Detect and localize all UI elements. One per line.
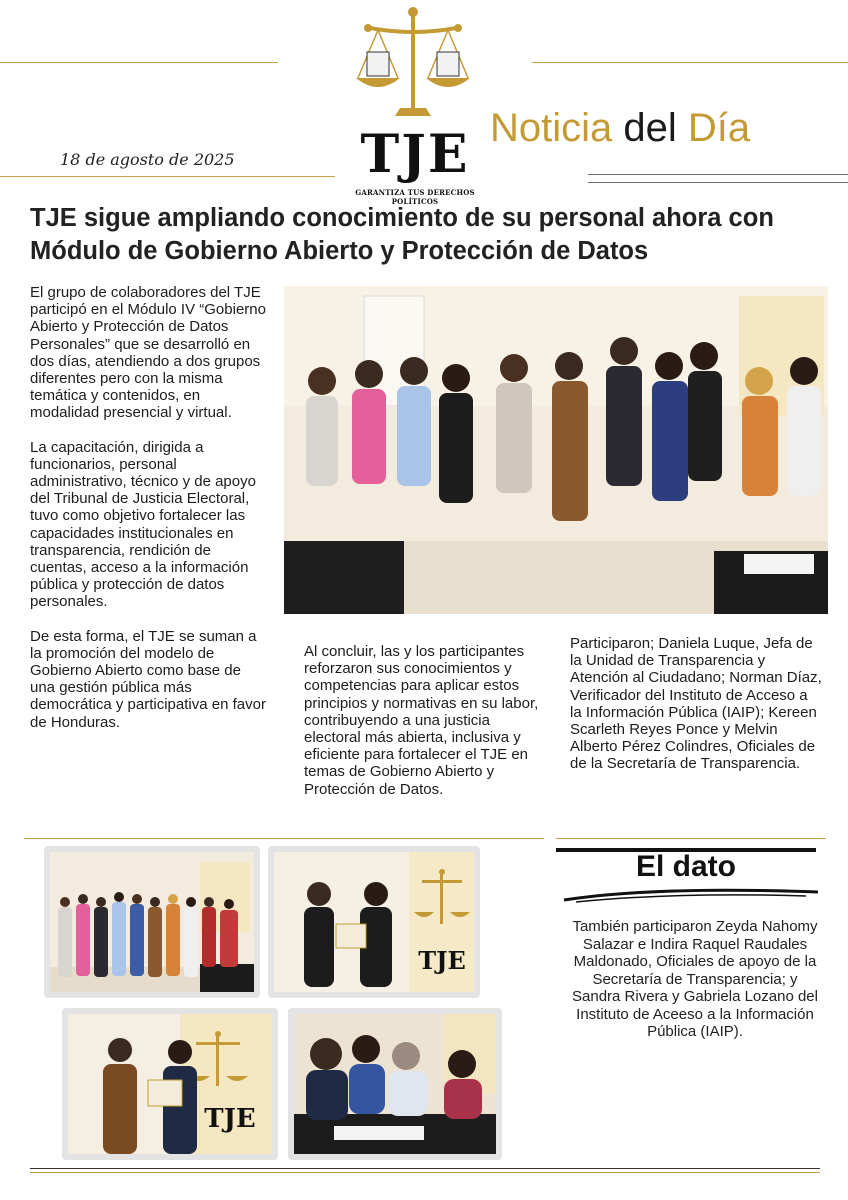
gallery-logo-text-1: TJE: [418, 946, 466, 975]
section-title-word-3: Día: [687, 106, 751, 150]
article-column-1: [30, 284, 270, 731]
paragraph-3: De esta forma, el TJE se suman a la promoción del modelo de Gobierno Abierto como base de una gestión pública más democrática y participativa en favor de Honduras.: [30, 627, 266, 731]
scales-of-justice-icon: [340, 6, 490, 126]
gallery-photo-certificate-1: [274, 852, 474, 992]
date-rule-right: [588, 174, 848, 175]
publication-date: 18 de agosto de 2025: [60, 150, 235, 169]
dato-title: El dato: [635, 850, 736, 883]
gallery-photo-workshop: [294, 1014, 496, 1154]
paragraph-2: La capacitación, dirigida a funcionarios, personal administrativo, técnico y de apoyo del Tribunal de Justicia Electoral, tuvo como objetivo fortalecer las capacidades institucionales en transparencia, rendición de cuentas, acceso a la información pública y protección de datos personales.: [30, 438, 256, 611]
top-rule-right: [532, 62, 848, 63]
gallery-logo-text-2: TJE: [204, 1104, 256, 1134]
bottom-rule-top: [30, 1168, 820, 1169]
section-title-word-1: Noticia: [490, 106, 613, 150]
gallery-photo-certificate-2: [68, 1014, 272, 1154]
dato-underline-swoosh: [556, 880, 826, 904]
paragraph-1: El grupo de colaboradores del TJE participó en el Módulo IV “Gobierno Abierto y Protección de Datos Personales” que se desarrolló en dos días, atendiendo a dos grupos diferentes pero con la misma temática y contenidos, en modalidad presencial y virtual.: [30, 284, 266, 422]
article-column-3: Participaron; Daniela Luque, Jefa de la Unidad de Transparencia y Atención al Ciudadano; Norman Díaz, Verificador del Instituto de Acceso a la Información Pública (IAIP); Kereen Scarleth Reyes Ponce y Melvin Alberto Pérez Colindres, Oficiales de de la Secretaría de Transparencia.: [570, 635, 822, 773]
date-rule-left: [0, 176, 335, 177]
tje-logo: [340, 6, 490, 206]
logo-wordmark: TJE: [360, 124, 470, 185]
gallery-rule-right: [556, 838, 826, 839]
main-group-photo: [284, 286, 828, 614]
article-column-2: Al concluir, las y los participantes reforzaron sus conocimientos y competencias para aplicar estos principios y normativas en su labor, contribuyendo a una justicia electoral más abierta, inclusiva y eficiente para fortalecer el TJE en temas de Gobierno Abierto y Protección de Datos.: [304, 643, 539, 798]
article-headline: TJE sigue ampliando conocimiento de su personal ahora con Módulo de Gobierno Abierto y Protección de Datos: [30, 204, 774, 265]
top-rule-left: [0, 62, 278, 63]
date-rule-right-2: [588, 182, 848, 183]
gallery-rule-left: [24, 838, 544, 839]
section-title-word-2: del: [612, 106, 688, 150]
section-title: [490, 106, 750, 151]
bottom-rule-bottom: [30, 1172, 820, 1173]
logo-tagline: GARANTIZA TUS DERECHOS POLÍTICOS: [355, 188, 475, 206]
dato-text: También participaron Zeyda Nahomy Salazar e Indira Raquel Raudales Maldonado, Oficiales de apoyo de la Secretaría de Transparencia; y Sandra Rivera y Gabriela Lozano del Instituto de Aceeso a la Información Pública (IAIP).: [572, 918, 818, 1040]
gallery-photo-group: [50, 852, 254, 992]
